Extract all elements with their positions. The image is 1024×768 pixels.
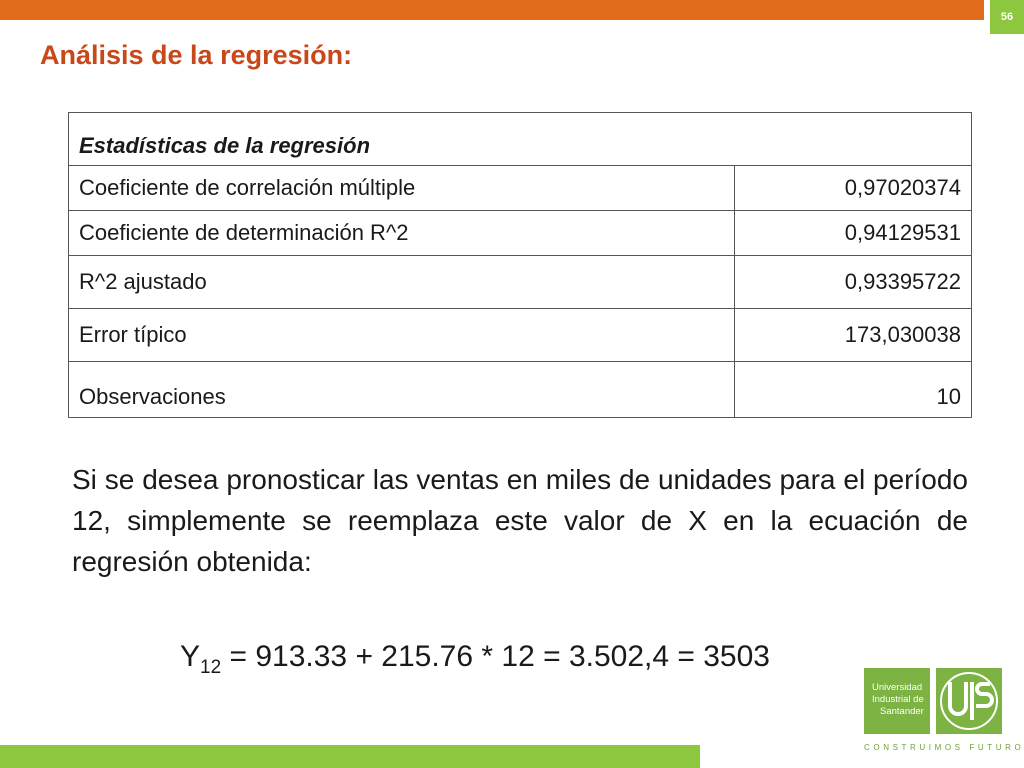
page-number: 56	[990, 0, 1024, 34]
row-label: Observaciones	[69, 362, 735, 418]
row-value: 0,97020374	[735, 166, 972, 211]
table-row	[69, 256, 972, 309]
table-row	[69, 309, 972, 362]
table-header: Estadísticas de la regresión	[69, 113, 972, 166]
row-label: R^2 ajustado	[69, 256, 735, 309]
regression-equation	[180, 640, 770, 679]
logo-tagline: CONSTRUIMOS FUTURO	[864, 743, 1024, 752]
row-label: Error típico	[69, 309, 735, 362]
table-row	[69, 211, 972, 256]
slide-title: Análisis de la regresión:	[40, 40, 353, 70]
university-logo	[864, 668, 930, 734]
row-value: 0,94129531	[735, 211, 972, 256]
row-label: Coeficiente de determinación R^2	[69, 211, 735, 256]
regression-stats-table	[68, 112, 972, 418]
equation-rhs: = 913.33 + 215.76 * 12 = 3.502,4 = 3503	[221, 640, 770, 673]
top-accent-bar	[0, 0, 984, 20]
table-header-row	[69, 113, 972, 166]
table-row	[69, 166, 972, 211]
bottom-accent-bar	[0, 745, 700, 768]
logo-line-2: Industrial de	[872, 694, 924, 705]
equation-subscript: 12	[200, 657, 222, 678]
table-row	[69, 362, 972, 418]
row-value: 10	[735, 362, 972, 418]
body-paragraph: Si se desea pronosticar las ventas en miles de unidades para el período 12, simplemente se reemplaza este valor de X en la ecuación de regresión obtenida:	[72, 464, 968, 577]
logo-line-1: Universidad	[872, 682, 923, 693]
logo-line-3: Santander	[880, 706, 924, 717]
row-label: Coeficiente de correlación múltiple	[69, 166, 735, 211]
uis-emblem-icon	[936, 668, 1002, 734]
row-value: 0,93395722	[735, 256, 972, 309]
equation-variable: Y	[180, 640, 201, 673]
row-value: 173,030038	[735, 309, 972, 362]
